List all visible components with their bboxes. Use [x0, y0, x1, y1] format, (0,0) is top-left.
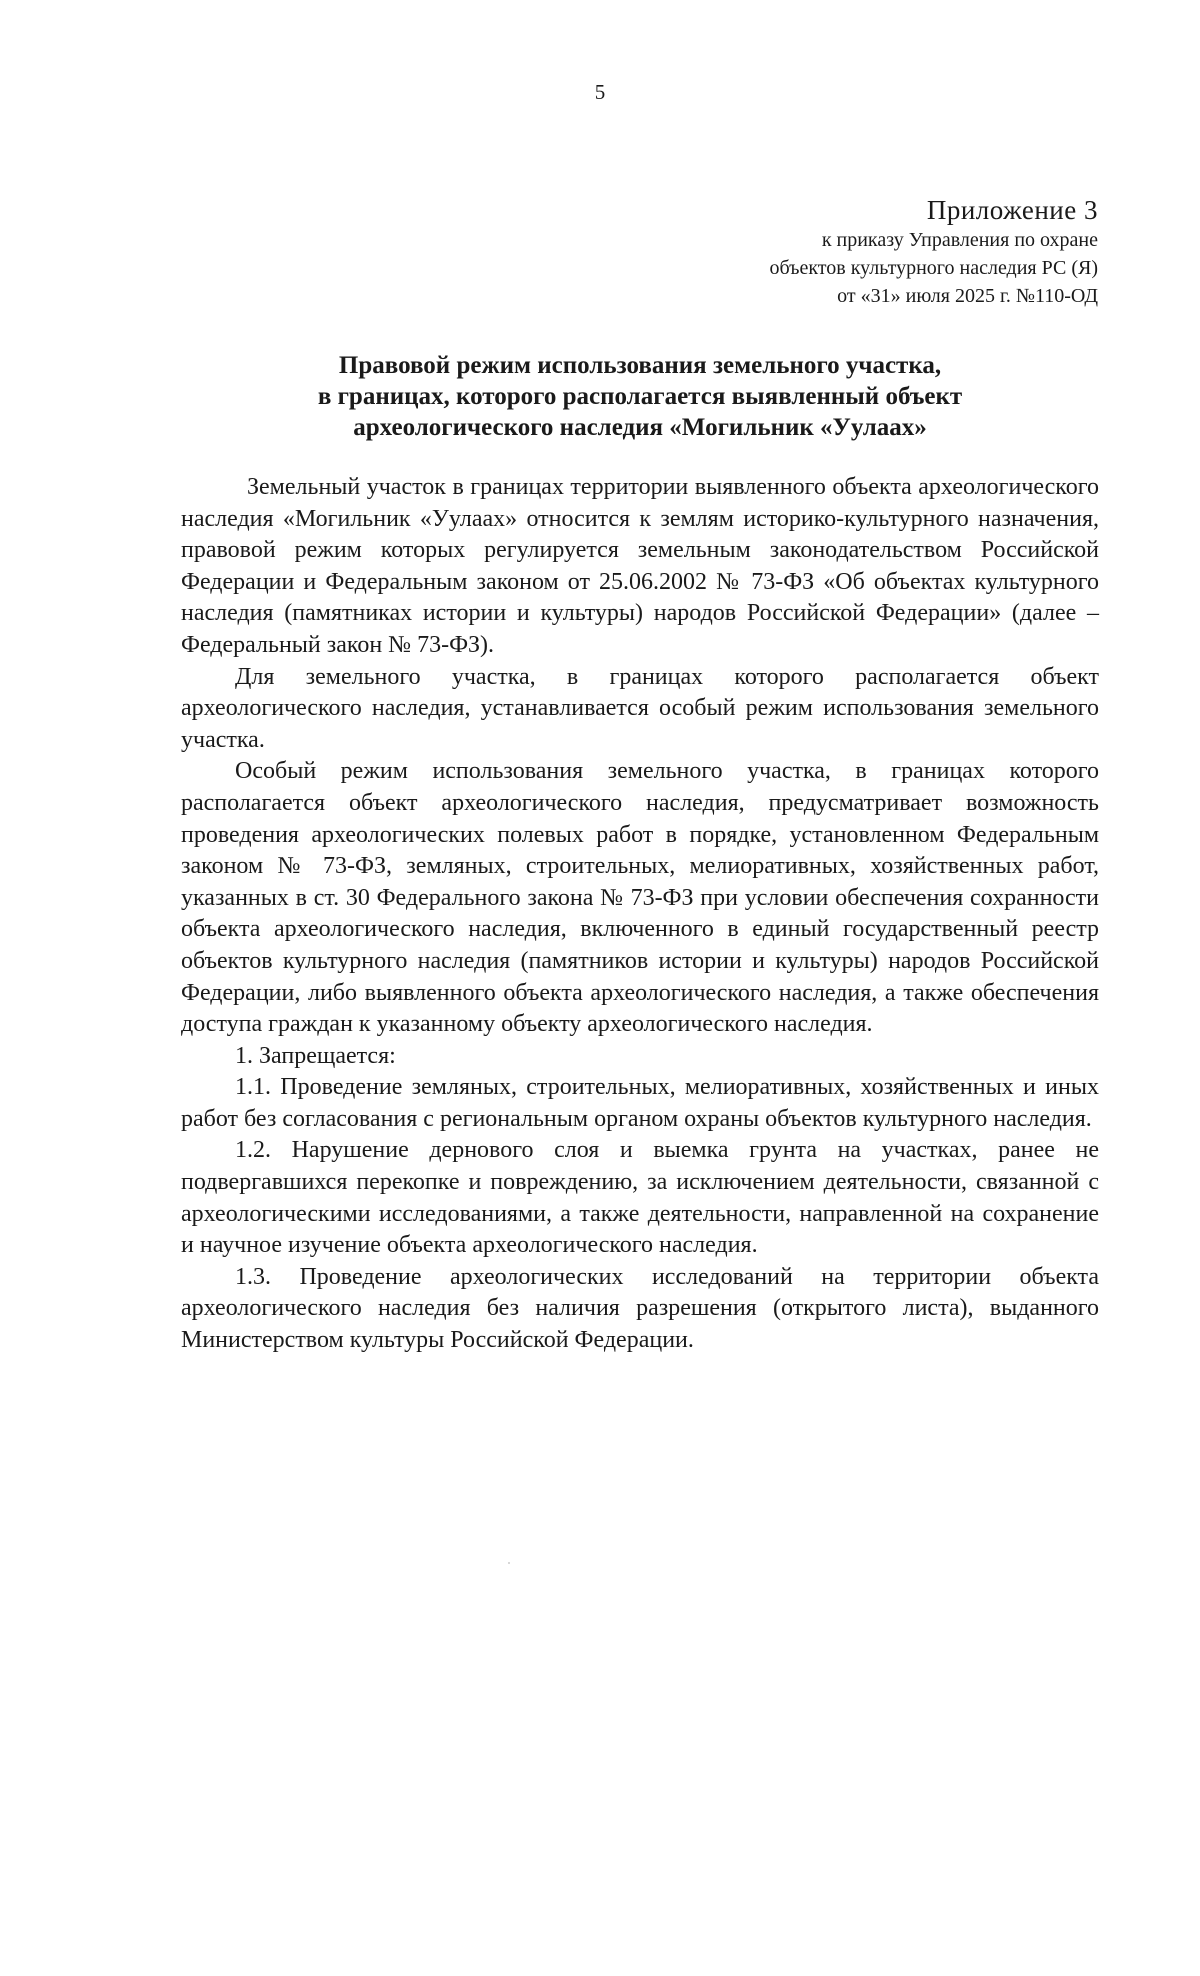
paragraph-item-1-3: 1.3. Проведение археологических исследований на территории объекта археологического наследия без наличия разрешения (открытого листа), выданного Министерством культуры Российской Федерации. — [181, 1263, 1099, 1354]
appendix-title: Приложение 3 — [926, 195, 1098, 225]
page-number: 5 — [594, 80, 606, 104]
paragraph-item-1-2: 1.2. Нарушение дернового слоя и выемка грунта на участках, ранее не подвергавшихся перекопке и повреждению, за исключением деятельности, связанной с археологическими исследованиями, а также деятельности, направленной на сохранение и научное изучение объекта археологического наследия. — [181, 1137, 1099, 1259]
appendix-line-agency: объектов культурного наследия РС (Я) — [769, 257, 1098, 279]
scan-speck — [508, 1562, 510, 1564]
document-body — [181, 472, 1099, 1357]
document-title-line: в границах, которого располагается выявленный объект — [317, 383, 963, 410]
document-title — [180, 350, 1100, 443]
paragraph-prohibited-heading: 1. Запрещается: — [235, 1042, 396, 1069]
paragraph-land-plot: Земельный участок в границах территории выявленного объекта археологического наследия «Могильник «Уулаах» относится к землям историко-культурного назначения, правовой режим которых регулируется земельным законодательством Российской Федерации и Федеральным законом от 25.06.2002 № 73-ФЗ «Об объектах культурного наследия (памятниках истории и культуры) народов Российской Федерации» (далее – Федеральный закон № 73-ФЗ). — [181, 474, 1099, 658]
document-title-line: Правовой режим использования земельного участка, — [338, 352, 942, 379]
paragraph-regime-details: Особый режим использования земельного участка, в границах которого располагается объект археологического наследия, предусматривает возможность проведения археологических полевых работ в порядке, установленном Федеральным законом № 73-ФЗ, земляных, строительных, мелиоративных, хозяйственных работ, указанных в ст. 30 Федерального закона № 73-ФЗ при условии обеспечения сохранности объекта археологического наследия, включенного в единый государственный реестр объектов культурного наследия (памятников истории и культуры) народов Российской Федерации, либо выявленного объекта археологического наследия, а также обеспечения доступа граждан к указанному объекту археологического наследия. — [181, 758, 1099, 1038]
appendix-line-order: к приказу Управления по охране — [821, 229, 1098, 251]
appendix-header — [538, 194, 1098, 310]
paragraph-item-1-1: 1.1. Проведение земляных, строительных, мелиоративных, хозяйственных и иных работ без согласования с региональным органом охраны объектов культурного наследия. — [181, 1074, 1099, 1132]
document-title-line: археологического наследия «Могильник «Уулаах» — [353, 414, 927, 441]
paragraph-special-regime: Для земельного участка, в границах которого располагается объект археологического наследия, устанавливается особый режим использования земельного участка. — [181, 663, 1099, 753]
appendix-line-date: от «31» июля 2025 г. №110-ОД — [837, 285, 1098, 307]
